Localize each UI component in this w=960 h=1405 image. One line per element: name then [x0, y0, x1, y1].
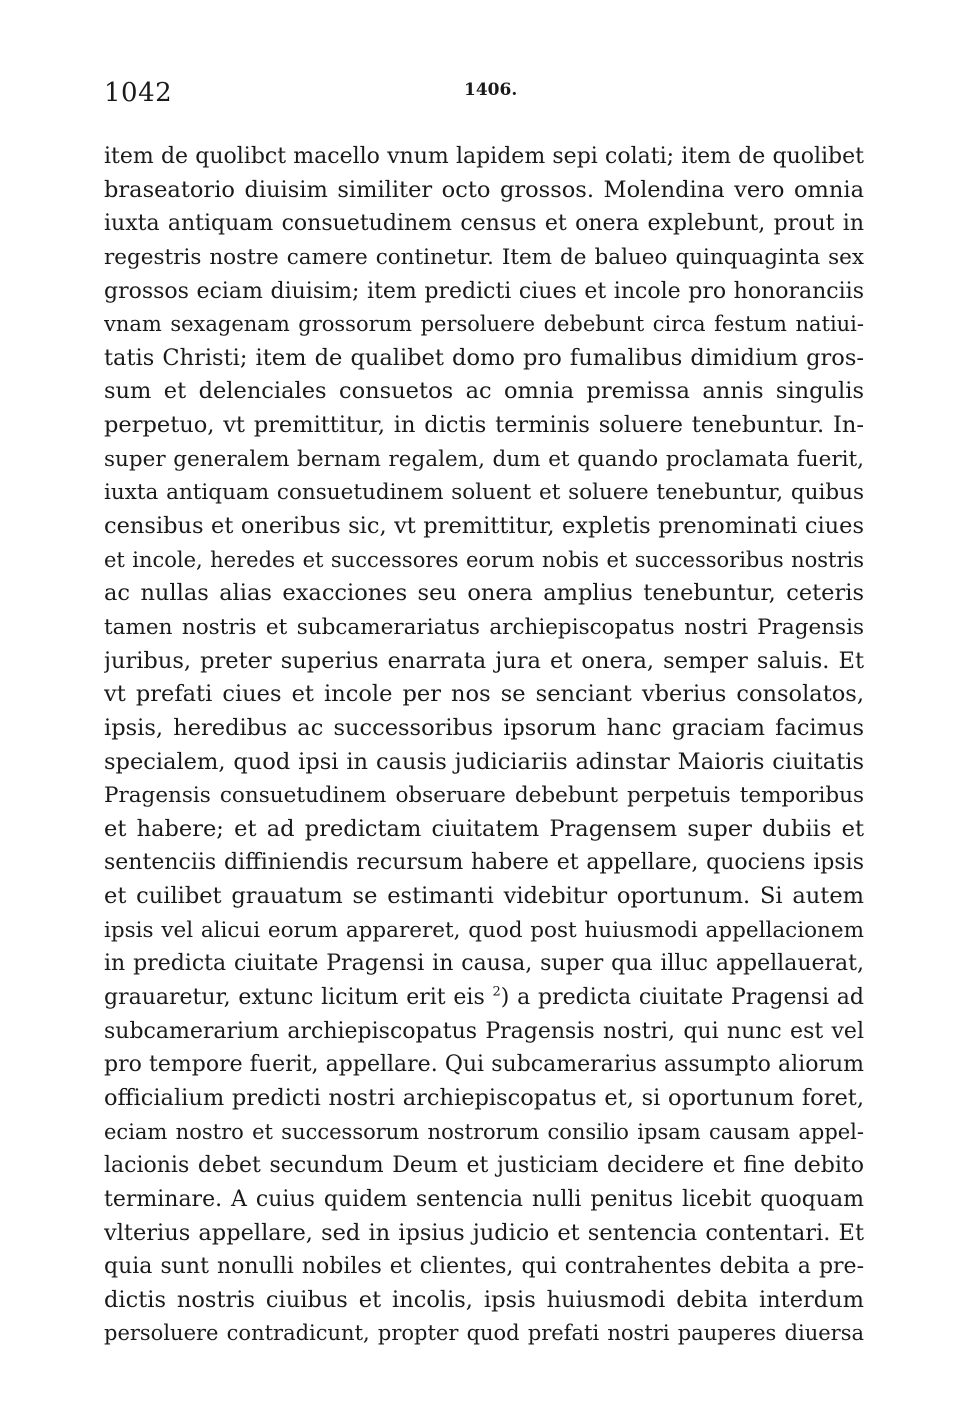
text-line: eciam nostro et successorum nostrorum consilio ipsam causam appel- — [104, 1119, 864, 1144]
text-line: et cuilibet grauatum se estimanti videbitur oportunum. Si autem — [104, 883, 864, 910]
text-line: vnam sexagenam grossorum persoluere debebunt circa festum natiui- — [104, 312, 864, 337]
text-line-with-footnote — [104, 981, 864, 1015]
text-line: tamen nostris et subcamerariatus archiepiscopatus nostri Pragensis — [104, 614, 864, 640]
text-line: tatis Christi; item de qualibet domo pro fumalibus dimidium gros- — [104, 344, 864, 371]
text-line: iuxta antiquam consuetudinem soluent et soluere tenebuntur, quibus — [104, 480, 864, 506]
text-line: pro tempore fuerit, appellare. Qui subcamerarius assumpto aliorum — [104, 1052, 864, 1078]
text-line: subcamerarium archiepiscopatus Pragensis nostri, qui nunc est vel — [104, 1018, 864, 1044]
text-line: terminare. A cuius quidem sentencia nulli penitus licebit quoquam — [104, 1186, 864, 1212]
text-line: dictis nostris ciuibus et incolis, ipsis huiusmodi debita interdum — [104, 1286, 864, 1313]
body-text — [104, 140, 864, 1351]
text-line: Pragensis consuetudinem obseruare debebunt perpetuis temporibus — [104, 783, 864, 809]
text-line: vlterius appellare, sed in ipsius judicio et sentencia contentari. Et — [104, 1219, 864, 1246]
text-line: braseatorio diuisim similiter octo grossos. Molendina vero omnia — [104, 176, 864, 203]
text-line: sentenciis diffiniendis recursum habere et appellare, quociens ipsis — [104, 850, 864, 876]
text-line: super generalem bernam regalem, dum et quando proclamata fuerit, — [104, 446, 864, 472]
text-line: ipsis, heredibus ac successoribus ipsorum hanc graciam facimus — [104, 714, 864, 741]
page-header — [104, 74, 864, 114]
footnote-marker: 2 — [492, 984, 501, 1000]
running-head-year: 1406. — [464, 80, 518, 100]
text-line: ipsis vel alicui eorum appareret, quod post huiusmodi appellacionem — [104, 917, 864, 943]
text-line: grossos eciam diuisim; item predicti ciues et incole pro honoranciis — [104, 278, 864, 304]
text-line: censibus et oneribus sic, vt premittitur, expletis prenominati ciues — [104, 513, 864, 540]
page-number: 1042 — [104, 78, 173, 108]
text-line: perpetuo, vt premittitur, in dictis terminis soluere tenebuntur. In- — [104, 412, 864, 439]
footnote-line-before: grauaretur, extunc licitum erit eis — [104, 985, 493, 1011]
text-line: sum et delenciales consuetos ac omnia premissa annis singulis — [104, 378, 864, 405]
text-line: officialium predicti nostri archiepiscopatus et, si oportunum foret, — [104, 1084, 864, 1111]
text-line: ac nullas alias exacciones seu onera amplius tenebuntur, ceteris — [104, 580, 864, 607]
footnote-line-after: ) a predicta ciuitate Pragensi ad — [500, 985, 864, 1011]
text-line: et incole, heredes et successores eorum nobis et successoribus nostris — [104, 547, 864, 572]
text-line: item de quolibct macello vnum lapidem sepi colati; item de quolibet — [104, 144, 864, 169]
text-line: specialem, quod ipsi in causis judiciariis adinstar Maioris ciuitatis — [104, 748, 864, 775]
text-line: lacionis debet secundum Deum et justiciam decidere et fine debito — [104, 1153, 864, 1179]
text-line: persoluere contradicunt, propter quod prefati nostri pauperes diuersa — [104, 1321, 864, 1346]
text-line: quia sunt nonulli nobiles et clientes, qui contrahentes debita a pre- — [104, 1254, 864, 1280]
text-line: iuxta antiquam consuetudinem census et onera explebunt, prout in — [104, 211, 864, 237]
text-line: juribus, preter superius enarrata jura et onera, semper saluis. Et — [104, 647, 864, 674]
text-line: in predicta ciuitate Pragensi in causa, super qua illuc appellauerat, — [104, 951, 864, 977]
text-line: regestris nostre camere continetur. Item de balueo quinquaginta sex — [104, 244, 864, 270]
text-line: et habere; et ad predictam ciuitatem Pragensem super dubiis et — [104, 815, 864, 842]
text-line: vt prefati ciues et incole per nos se senciant vberius consolatos, — [104, 681, 864, 708]
